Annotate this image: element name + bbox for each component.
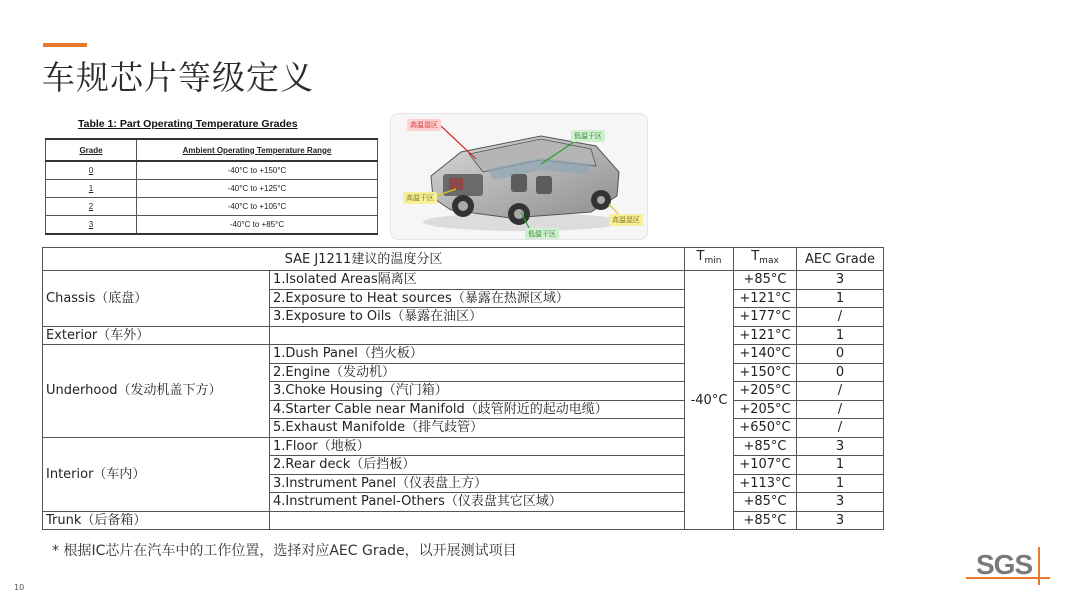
- table-row: [46, 161, 378, 180]
- row-tmax: +177°C: [734, 308, 797, 327]
- table-row: [43, 345, 884, 364]
- tmin-sub: min: [704, 256, 722, 266]
- zone-label: 高温湿区: [609, 214, 643, 226]
- row-desc: 1.Isolated Areas隔离区: [270, 271, 685, 290]
- sae-j1211-temperature-zone-table: [42, 247, 884, 530]
- row-tmax: +107°C: [734, 456, 797, 475]
- row-tmax: +85°C: [734, 271, 797, 290]
- row-desc: 3.Exposure to Oils（暴露在油区）: [270, 308, 685, 327]
- row-desc: 1.Floor（地板）: [270, 437, 685, 456]
- page-number: 10: [14, 583, 25, 592]
- category-underhood: Underhood（发动机盖下方）: [43, 345, 270, 438]
- table-row: [43, 511, 884, 530]
- tmin-value: -40°C: [685, 271, 734, 530]
- row-tmax: +113°C: [734, 474, 797, 493]
- row-tmax: +205°C: [734, 400, 797, 419]
- row-desc: 4.Starter Cable near Manifold（歧管附近的起动电缆）: [270, 400, 685, 419]
- table1: [45, 138, 378, 235]
- row-aec: 1: [797, 289, 884, 308]
- range-cell: -40°C to +105°C: [137, 198, 378, 216]
- row-aec: 3: [797, 511, 884, 530]
- row-desc: [270, 326, 685, 345]
- row-aec: /: [797, 308, 884, 327]
- zone-label: 低温干区: [525, 228, 559, 240]
- sgs-logo: [966, 547, 1050, 587]
- tmax-sub: max: [759, 256, 779, 266]
- table1-header-range: Ambient Operating Temperature Range: [137, 139, 378, 161]
- range-cell: -40°C to +150°C: [137, 161, 378, 180]
- category-chassis: Chassis（底盘）: [43, 271, 270, 327]
- tmin-base: T: [696, 249, 705, 264]
- row-aec: 1: [797, 474, 884, 493]
- grade-cell: 0: [46, 161, 137, 180]
- grade-cell: 2: [46, 198, 137, 216]
- row-aec: /: [797, 419, 884, 438]
- category-interior: Interior（车内）: [43, 437, 270, 511]
- row-tmax: +85°C: [734, 437, 797, 456]
- row-aec: 3: [797, 437, 884, 456]
- row-aec: 1: [797, 456, 884, 475]
- row-desc: 5.Exhaust Manifolde（排气歧管）: [270, 419, 685, 438]
- category-trunk: Trunk（后备箱）: [43, 511, 270, 530]
- row-aec: 0: [797, 345, 884, 364]
- grade-cell: 1: [46, 180, 137, 198]
- row-tmax: +121°C: [734, 326, 797, 345]
- row-desc: 2.Rear deck（后挡板）: [270, 456, 685, 475]
- row-aec: 1: [797, 326, 884, 345]
- row-desc: 3.Choke Housing（汽门箱）: [270, 382, 685, 401]
- header-tmin: [685, 248, 734, 271]
- row-tmax: +140°C: [734, 345, 797, 364]
- row-desc: 3.Instrument Panel（仪表盘上方）: [270, 474, 685, 493]
- row-desc: 2.Engine（发动机）: [270, 363, 685, 382]
- logo-accent-line: [1038, 547, 1040, 585]
- table-row: [46, 216, 378, 235]
- row-tmax: +121°C: [734, 289, 797, 308]
- table-header-row: [43, 248, 884, 271]
- slide-title: 车规芯片等级定义: [42, 58, 314, 97]
- row-tmax: +650°C: [734, 419, 797, 438]
- table-row: [46, 180, 378, 198]
- footnote: * 根据IC芯片在汽车中的工作位置，选择对应AEC Grade，以开展测试项目: [52, 543, 517, 559]
- zone-label: 低温干区: [571, 130, 605, 142]
- table1-title: Table 1: Part Operating Temperature Grades: [78, 118, 298, 130]
- row-desc: [270, 511, 685, 530]
- grade-cell: 3: [46, 216, 137, 235]
- part-temperature-grades-table-image: [45, 116, 379, 240]
- row-desc: 4.Instrument Panel-Others（仪表盘其它区域）: [270, 493, 685, 512]
- table-row: [43, 326, 884, 345]
- range-cell: -40°C to +85°C: [137, 216, 378, 235]
- table1-header-grade: Grade: [46, 139, 137, 161]
- header-title: SAE J1211建议的温度分区: [43, 248, 685, 271]
- row-aec: 3: [797, 271, 884, 290]
- row-aec: /: [797, 400, 884, 419]
- row-tmax: +85°C: [734, 511, 797, 530]
- row-aec: 3: [797, 493, 884, 512]
- category-exterior: Exterior（车外）: [43, 326, 270, 345]
- zone-label: 高温干区: [403, 192, 437, 204]
- zone-label: 高温湿区: [407, 119, 441, 131]
- row-tmax: +205°C: [734, 382, 797, 401]
- logo-text: SGS: [976, 549, 1033, 580]
- row-desc: 1.Dush Panel（挡火板）: [270, 345, 685, 364]
- table-row: [43, 437, 884, 456]
- header-aec-grade: AEC Grade: [797, 248, 884, 271]
- row-tmax: +85°C: [734, 493, 797, 512]
- tmax-base: T: [751, 249, 760, 264]
- table-row: [43, 271, 884, 290]
- title-accent-bar: [43, 43, 87, 47]
- table-row: [46, 198, 378, 216]
- row-desc: 2.Exposure to Heat sources（暴露在热源区域）: [270, 289, 685, 308]
- row-aec: /: [797, 382, 884, 401]
- car-zones-image: [390, 113, 648, 240]
- row-aec: 0: [797, 363, 884, 382]
- row-tmax: +150°C: [734, 363, 797, 382]
- header-tmax: [734, 248, 797, 271]
- range-cell: -40°C to +125°C: [137, 180, 378, 198]
